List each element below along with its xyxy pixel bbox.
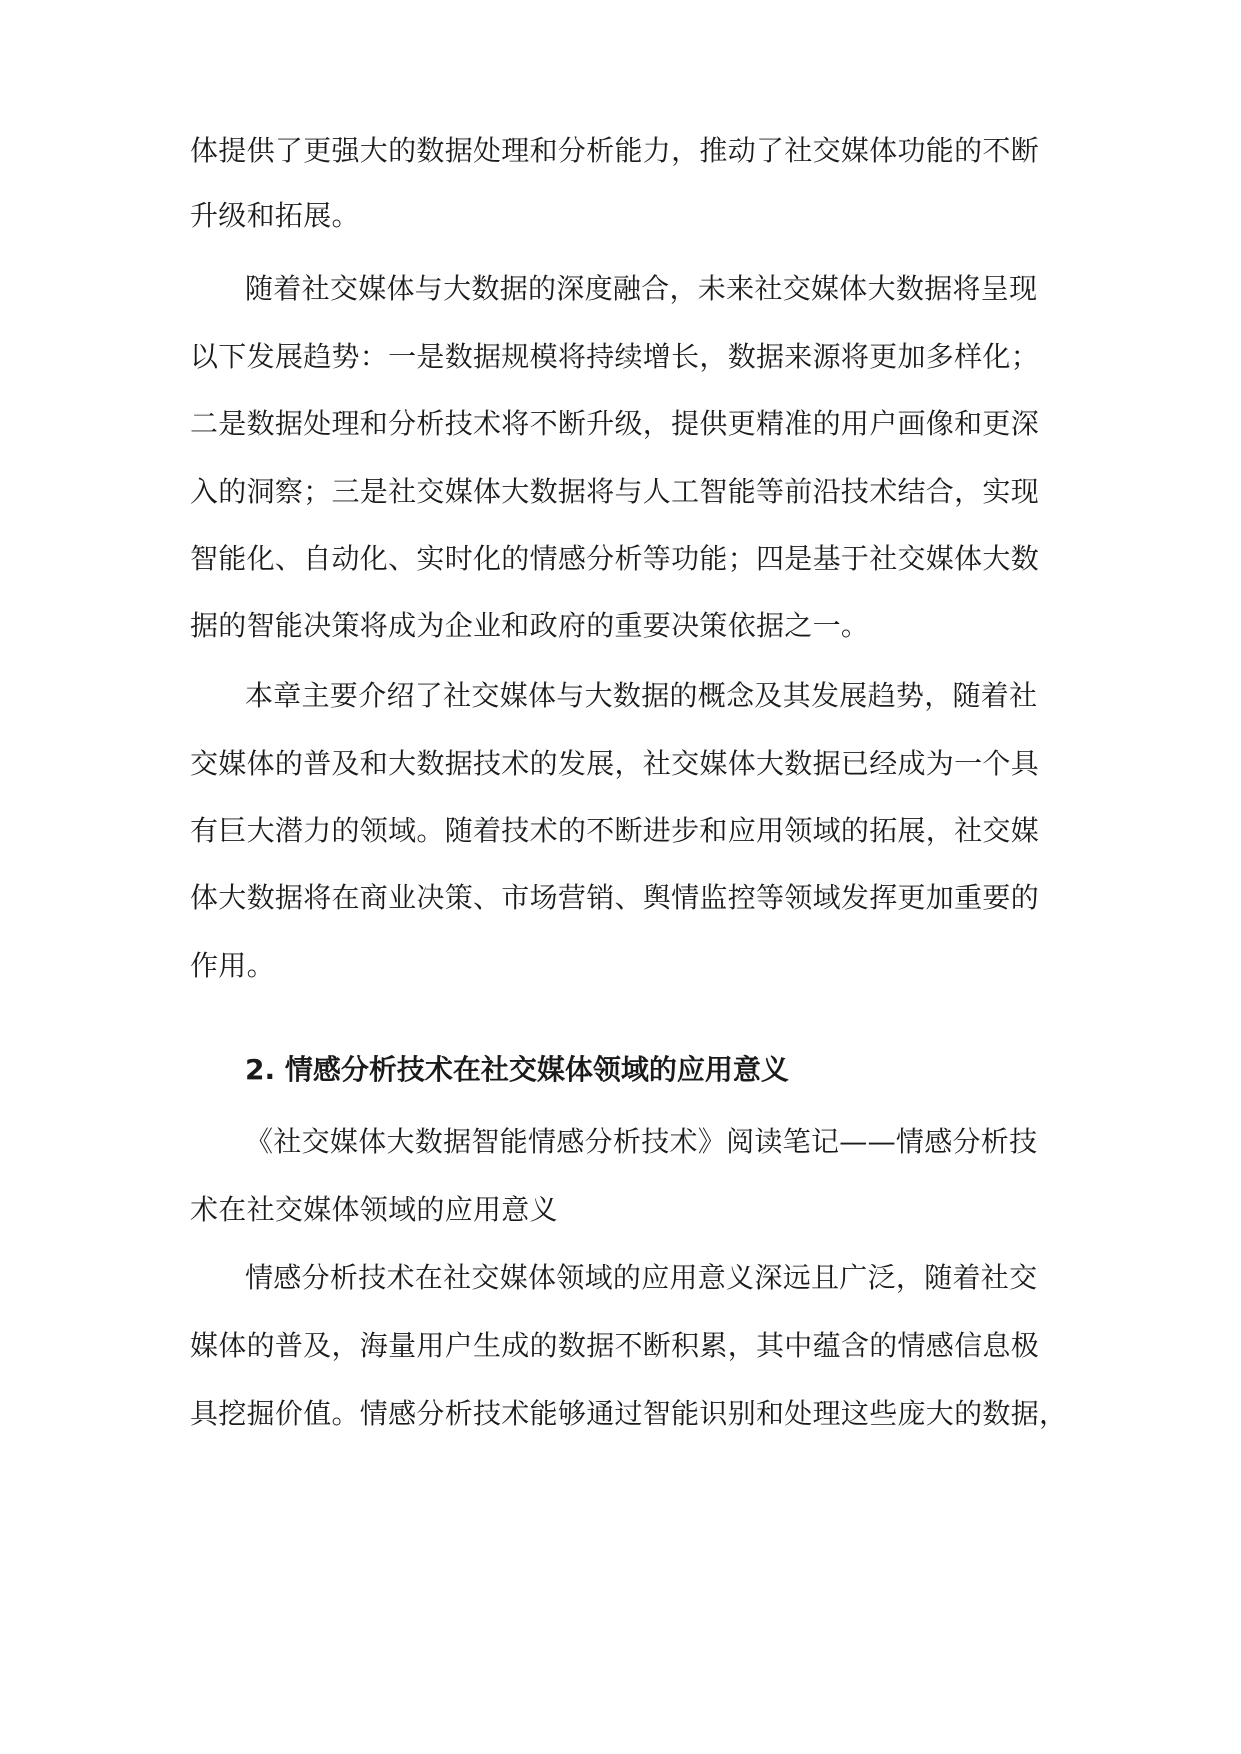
paragraph-3-line-1: 本章主要介绍了社交媒体与大数据的概念及其发展趋势，随着社 — [245, 679, 1038, 712]
paragraph-3-line-5: 作用。 — [190, 949, 275, 982]
paragraph-2-line-3: 二是数据处理和分析技术将不断升级，提供更精准的用户画像和更深 — [190, 407, 1040, 440]
paragraph-1-line-2: 升级和拓展。 — [190, 199, 360, 232]
paragraph-2-line-6: 据的智能决策将成为企业和政府的重要决策依据之一。 — [190, 609, 870, 642]
section-paragraph-2-line-1: 情感分析技术在社交媒体领域的应用意义深远且广泛，随着社交 — [245, 1261, 1038, 1294]
section-paragraph-1-line-1: 《社交媒体大数据智能情感分析技术》阅读笔记——情感分析技 — [245, 1125, 1038, 1158]
section-paragraph-2-line-3: 具挖掘价值。情感分析技术能够通过智能识别和处理这些庞大的数据， — [190, 1397, 1068, 1430]
paragraph-3-line-2: 交媒体的普及和大数据技术的发展，社交媒体大数据已经成为一个具 — [190, 747, 1040, 780]
section-paragraph-1-line-2: 术在社交媒体领域的应用意义 — [190, 1193, 558, 1226]
paragraph-3-line-3: 有巨大潜力的领域。随着技术的不断进步和应用领域的拓展，社交媒 — [190, 814, 1040, 847]
section-paragraph-2-line-2: 媒体的普及，海量用户生成的数据不断积累，其中蕴含的情感信息极 — [190, 1329, 1040, 1362]
paragraph-2-line-1: 随着社交媒体与大数据的深度融合，未来社交媒体大数据将呈现 — [245, 272, 1038, 305]
paragraph-1-line-1: 体提供了更强大的数据处理和分析能力，推动了社交媒体功能的不断 — [190, 134, 1040, 167]
section-heading: 2. 情感分析技术在社交媒体领域的应用意义 — [245, 1053, 789, 1086]
paragraph-2-line-2: 以下发展趋势：一是数据规模将持续增长，数据来源将更加多样化； — [190, 340, 1040, 373]
paragraph-3-line-4: 体大数据将在商业决策、市场营销、舆情监控等领域发挥更加重要的 — [190, 881, 1040, 914]
paragraph-2-line-4: 入的洞察；三是社交媒体大数据将与人工智能等前沿技术结合，实现 — [190, 475, 1040, 508]
paragraph-2-line-5: 智能化、自动化、实时化的情感分析等功能；四是基于社交媒体大数 — [190, 542, 1040, 575]
